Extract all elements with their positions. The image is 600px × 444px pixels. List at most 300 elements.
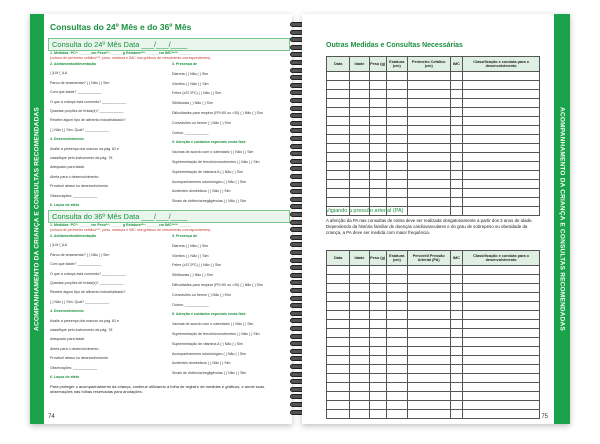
left-field: Quantas porções de frutas(s)? ____________ [50,281,124,285]
table-cell[interactable] [407,126,450,135]
right-field: Febre (≥37,5ºC) ( ) Não ( ) Sim [172,263,222,268]
table-cell[interactable] [450,320,463,329]
table-cell[interactable] [350,162,369,171]
table-cell[interactable] [463,284,540,293]
table-row [327,320,540,329]
table-cell[interactable] [327,135,350,144]
right-field: Dificuldades para respirar (FR>50 ou >30) ( ) Não ( ) Sim [172,283,263,287]
table-cell[interactable] [350,117,369,126]
table-cell[interactable] [450,162,463,171]
table-cell[interactable] [386,320,407,329]
table-cell[interactable] [463,320,540,329]
right-field: Sinais de violência/negligências ( ) Não ( ) Sim [172,371,247,376]
table-cell[interactable] [327,293,350,302]
table-row [327,311,540,320]
table-cell[interactable] [407,81,450,90]
table-cell[interactable] [369,284,386,293]
table-cell[interactable] [386,365,407,374]
table-cell[interactable] [407,329,450,338]
right-field: Suplementação de ferro/micronutrientes ( ) Não ( ) Sim [172,332,260,336]
page-title-left: Consultas do 24º Mês e do 36º Mês [50,22,192,32]
table-cell[interactable] [407,374,450,383]
table-cell[interactable] [327,320,350,329]
right-field: 3. Presença de [172,234,198,238]
table-cell[interactable] [369,153,386,162]
table-cell[interactable] [369,374,386,383]
table-cell[interactable] [463,302,540,311]
table-cell[interactable] [450,180,463,189]
table-header-cell: Idade [350,57,369,72]
table-cell[interactable] [450,266,463,275]
table-cell[interactable] [407,266,450,275]
table-cell[interactable] [327,284,350,293]
table-cell[interactable] [407,198,450,207]
table-cell[interactable] [407,392,450,401]
table-cell[interactable] [350,135,369,144]
table-cell[interactable] [407,365,450,374]
table-cell[interactable] [463,135,540,144]
table-cell[interactable] [463,81,540,90]
right-field: Febre (≥37,5ºC) ( ) Não ( ) Sim [172,91,222,96]
table-cell[interactable] [386,72,407,81]
table-cell[interactable] [407,189,450,198]
measures-note: (coloca de perímetro cefálico***, peso, estatura e IMC nos gráficos de crescimento correspondentes) [50,228,211,232]
table-header-cell: Classificação e conduta para o desenvolvimento [463,251,540,266]
table-cell[interactable] [407,302,450,311]
table-cell[interactable] [369,365,386,374]
table-cell[interactable] [450,329,463,338]
table-row [327,99,540,108]
table-cell[interactable] [463,275,540,284]
table-cell[interactable] [463,189,540,198]
table-cell[interactable] [463,338,540,347]
right-field: Suplementação de ferro/micronutrientes ( ) Não ( ) Sim [172,160,260,164]
table-cell[interactable] [450,284,463,293]
table-cell[interactable] [386,374,407,383]
left-field: classifique pelo instrumento da pág. 78 [50,328,113,332]
table-cell[interactable] [369,347,386,356]
page-number-right: 75 [541,414,548,420]
table-cell[interactable] [407,144,450,153]
table-cell[interactable] [450,365,463,374]
table-cell[interactable] [369,117,386,126]
table-cell[interactable] [327,153,350,162]
table-cell[interactable] [463,365,540,374]
table-cell[interactable] [350,410,369,419]
table-cell[interactable] [327,275,350,284]
table-cell[interactable] [386,108,407,117]
table-cell[interactable] [369,275,386,284]
table-row [327,374,540,383]
table-cell[interactable] [463,171,540,180]
right-field: Dificuldades para respirar (FR>50 ou >30) ( ) Não ( ) Sim [172,111,263,115]
table-cell[interactable] [386,311,407,320]
table-cell[interactable] [327,329,350,338]
table-cell[interactable] [350,108,369,117]
table-cell[interactable] [350,320,369,329]
table-cell[interactable] [450,383,463,392]
table-cell[interactable] [450,293,463,302]
table-row [327,90,540,99]
table-cell[interactable] [463,383,540,392]
right-field: 5. Atenção e cuidados especiais nesta fase [172,312,246,317]
table-cell[interactable] [463,198,540,207]
table-cell[interactable] [463,153,540,162]
table-cell[interactable] [369,180,386,189]
left-field: 2. Aleitamento/alimentação [50,62,97,66]
table-cell[interactable] [350,180,369,189]
table-cell[interactable] [386,162,407,171]
left-field: O que a criança está comendo? ____________ [50,271,126,276]
table-cell[interactable] [350,293,369,302]
table-cell[interactable] [386,117,407,126]
table-cell[interactable] [369,90,386,99]
table-cell[interactable] [463,401,540,410]
table-cell[interactable] [386,284,407,293]
table-cell[interactable] [327,72,350,81]
table-cell[interactable] [350,126,369,135]
table-header-cell: Perímetro Cefálico (cm) [407,57,450,72]
table-cell[interactable] [369,356,386,365]
right-page [302,14,570,424]
table-cell[interactable] [327,392,350,401]
left-field: ( )LM ( )LA [50,71,68,76]
table-cell[interactable] [407,171,450,180]
table-cell[interactable] [407,401,450,410]
table-cell[interactable] [369,99,386,108]
right-field: Convulsões ou tremor ( ) Não ( ) Sim [172,292,231,297]
consultation-header [48,38,290,51]
table-row [327,383,540,392]
table-cell[interactable] [463,347,540,356]
table-cell[interactable] [350,302,369,311]
table-cell[interactable] [350,311,369,320]
table-cell[interactable] [369,126,386,135]
table-cell[interactable] [327,108,350,117]
table-cell[interactable] [450,117,463,126]
table-cell[interactable] [350,401,369,410]
table-cell[interactable] [350,347,369,356]
table-cell[interactable] [407,117,450,126]
left-field: Recebe algum tipo de alimento industrializado? [50,290,126,295]
table-cell[interactable] [450,198,463,207]
table-cell[interactable] [327,347,350,356]
table-cell[interactable] [407,207,450,216]
left-field: Alerta para o desenvolvimento [50,346,99,351]
table-cell[interactable] [450,374,463,383]
table-cell[interactable] [386,171,407,180]
consultation-title: Consulta do 24º Mês Data ___/___/____ [52,40,188,49]
table-cell[interactable] [327,162,350,171]
table-cell[interactable] [369,338,386,347]
table-cell[interactable] [407,72,450,81]
table-cell[interactable] [369,189,386,198]
table-cell[interactable] [450,126,463,135]
table-cell[interactable] [463,144,540,153]
table-row [327,171,540,180]
table-cell[interactable] [350,81,369,90]
table-header-cell: Peso (g) [369,57,386,72]
measures-note: (coloca de perímetro cefálico***, peso, estatura e IMC nos gráficos de crescimento correspondentes) [50,56,211,60]
table-cell[interactable] [369,266,386,275]
table-cell[interactable] [386,99,407,108]
table-cell[interactable] [407,383,450,392]
table-cell[interactable] [450,401,463,410]
table-cell[interactable] [386,293,407,302]
table-cell[interactable] [327,144,350,153]
table-cell[interactable] [463,162,540,171]
table-cell[interactable] [407,311,450,320]
table-cell[interactable] [369,108,386,117]
table-cell[interactable] [350,338,369,347]
table-cell[interactable] [350,171,369,180]
table-row [327,153,540,162]
table-cell[interactable] [407,99,450,108]
table-cell[interactable] [327,365,350,374]
table-cell[interactable] [386,383,407,392]
table-cell[interactable] [450,207,463,216]
table-cell[interactable] [369,135,386,144]
table-cell[interactable] [450,347,463,356]
table-row [327,108,540,117]
table-cell[interactable] [386,356,407,365]
left-field: O que a criança está comendo? ____________ [50,99,126,104]
left-field: Parou de amamentar? ( ) Não ( ) Sim [50,252,110,257]
table-cell[interactable] [386,180,407,189]
table-cell[interactable] [463,392,540,401]
table-cell[interactable] [463,99,540,108]
table-cell[interactable] [350,189,369,198]
table-cell[interactable] [386,135,407,144]
table-row [327,401,540,410]
table-cell[interactable] [450,81,463,90]
table-cell[interactable] [350,383,369,392]
table-row [327,72,540,81]
left-field: Alerta para o desenvolvimento [50,174,99,179]
table-cell[interactable] [369,198,386,207]
table-cell[interactable] [350,72,369,81]
table-cell[interactable] [386,410,407,419]
table-cell[interactable] [386,347,407,356]
table-cell[interactable] [369,144,386,153]
table-cell[interactable] [463,410,540,419]
table-header-cell: Idade [350,251,369,266]
table-cell[interactable] [350,153,369,162]
right-field: Acompanhamento odontológico ( ) Não ( ) Sim [172,179,247,184]
table-cell[interactable] [407,293,450,302]
table-cell[interactable] [327,266,350,275]
table-cell[interactable] [450,153,463,162]
table-cell[interactable] [450,189,463,198]
side-banner-right [554,14,570,424]
table-cell[interactable] [327,189,350,198]
table-cell[interactable] [407,135,450,144]
right-field: Outros: ____________ [172,302,209,307]
table-cell[interactable] [369,72,386,81]
table-cell[interactable] [463,266,540,275]
table-cell[interactable] [450,72,463,81]
table-cell[interactable] [350,144,369,153]
table-cell[interactable] [327,90,350,99]
table-cell[interactable] [407,347,450,356]
left-field: ( ) Não ( ) Sim. Qual? ____________ [50,299,110,304]
table-header-cell: IMC [450,57,463,72]
table-cell[interactable] [327,338,350,347]
table-cell[interactable] [386,329,407,338]
table-row [327,180,540,189]
right-field: Suplementação de vitamina A ( ) Não ( ) Sim [172,341,243,346]
table-cell[interactable] [350,90,369,99]
table-cell[interactable] [463,180,540,189]
table-cell[interactable] [463,72,540,81]
table-cell[interactable] [386,189,407,198]
table-cell[interactable] [450,311,463,320]
table-cell[interactable] [369,302,386,311]
table-cell[interactable] [450,99,463,108]
table-cell[interactable] [327,99,350,108]
table-cell[interactable] [450,410,463,419]
table-cell[interactable] [407,275,450,284]
table-cell[interactable] [407,108,450,117]
table-cell[interactable] [386,81,407,90]
left-field: classifique pelo instrumento da pág. 78 [50,156,113,160]
table-header-cell: Classificação e conduta para o desenvolvimento [463,57,540,72]
table-row [327,356,540,365]
table-cell[interactable] [327,374,350,383]
table-cell[interactable] [407,90,450,99]
table-cell[interactable] [386,302,407,311]
table-cell[interactable] [463,356,540,365]
table-cell[interactable] [463,126,540,135]
table-cell[interactable] [369,329,386,338]
table-cell[interactable] [386,144,407,153]
table-cell[interactable] [327,117,350,126]
table-cell[interactable] [350,392,369,401]
table-cell[interactable] [450,338,463,347]
table-cell[interactable] [369,392,386,401]
table-cell[interactable] [407,153,450,162]
table-cell[interactable] [407,180,450,189]
table-row [327,189,540,198]
table-cell[interactable] [386,198,407,207]
table-cell[interactable] [350,365,369,374]
table-cell[interactable] [369,383,386,392]
table-cell[interactable] [369,81,386,90]
table-cell[interactable] [327,180,350,189]
table-cell[interactable] [327,126,350,135]
table-cell[interactable] [350,374,369,383]
table-cell[interactable] [463,117,540,126]
table-cell[interactable] [386,153,407,162]
bp-text: A aferição da PA nas consultas de rotina deve ser realizada obrigatoriamente a partir dos 3 anos de idade. Dependendo da história familiar de doenças cardiovasculares e do grau de sobrepeso ou obesidade da criança, a PA deve ser medida com maior frequência. [326,218,533,235]
right-field: Vômitos ( ) Não ( ) Sim [172,253,209,258]
left-field: 2. Aleitamento/alimentação [50,234,97,238]
table-cell[interactable] [327,198,350,207]
table-row [327,275,540,284]
table-cell[interactable] [369,401,386,410]
table-cell[interactable] [450,356,463,365]
table-cell[interactable] [463,207,540,216]
table-cell[interactable] [327,383,350,392]
table-cell[interactable] [386,338,407,347]
table-header-cell: Data [327,57,350,72]
right-field: Vômitos ( ) Não ( ) Sim [172,81,209,86]
table-cell[interactable] [327,311,350,320]
table-cell[interactable] [463,374,540,383]
table-cell[interactable] [327,401,350,410]
table-cell[interactable] [407,162,450,171]
table-row [327,117,540,126]
table-cell[interactable] [450,275,463,284]
table-cell[interactable] [369,410,386,419]
page-title-right: Outras Medidas e Consultas Necessárias [326,42,463,49]
left-field: ( )LM ( )LA [50,243,68,248]
table-cell[interactable] [369,162,386,171]
table-row [327,81,540,90]
table-cell[interactable] [407,356,450,365]
left-field: Recebe algum tipo de alimento industrializado? [50,118,126,123]
table-cell[interactable] [369,311,386,320]
table-cell[interactable] [450,302,463,311]
table-cell[interactable] [450,171,463,180]
table-cell[interactable] [450,144,463,153]
table-cell[interactable] [327,302,350,311]
table-cell[interactable] [450,90,463,99]
right-field: Convulsões ou tremor ( ) Não ( ) Sim [172,120,231,125]
table-cell[interactable] [407,284,450,293]
table-cell[interactable] [463,329,540,338]
left-field: 6. Laços de afeto [50,203,80,207]
table-cell[interactable] [463,311,540,320]
table-cell[interactable] [350,356,369,365]
table-cell[interactable] [463,90,540,99]
right-field: Acidentes domésticos ( ) Não ( ) Sim [172,361,231,366]
table-cell[interactable] [386,90,407,99]
table-cell[interactable] [350,284,369,293]
table-cell[interactable] [386,401,407,410]
table-cell[interactable] [369,320,386,329]
table-cell[interactable] [327,81,350,90]
table-cell[interactable] [450,108,463,117]
table-cell[interactable] [369,293,386,302]
table-cell[interactable] [350,329,369,338]
table-cell[interactable] [350,198,369,207]
table-cell[interactable] [327,356,350,365]
right-field: Sibilâncias ( ) Não ( ) Sim [172,273,213,278]
table-header-cell: Estatura (cm) [386,57,407,72]
table-cell[interactable] [450,135,463,144]
table-cell[interactable] [463,293,540,302]
table-cell[interactable] [407,320,450,329]
table-cell[interactable] [369,171,386,180]
table-cell[interactable] [407,410,450,419]
right-field: Outros: ____________ [172,130,209,135]
table-cell[interactable] [386,392,407,401]
table-header-cell: Data [327,251,350,266]
table-cell[interactable] [450,392,463,401]
table-cell[interactable] [350,275,369,284]
table-cell[interactable] [407,338,450,347]
table-cell[interactable] [327,410,350,419]
table-cell[interactable] [386,266,407,275]
table-header-cell: Estatura (cm) [386,251,407,266]
table-cell[interactable] [386,126,407,135]
table-cell[interactable] [463,108,540,117]
table-cell[interactable] [350,99,369,108]
table-cell[interactable] [327,171,350,180]
table-cell[interactable] [350,266,369,275]
table-cell[interactable] [386,275,407,284]
